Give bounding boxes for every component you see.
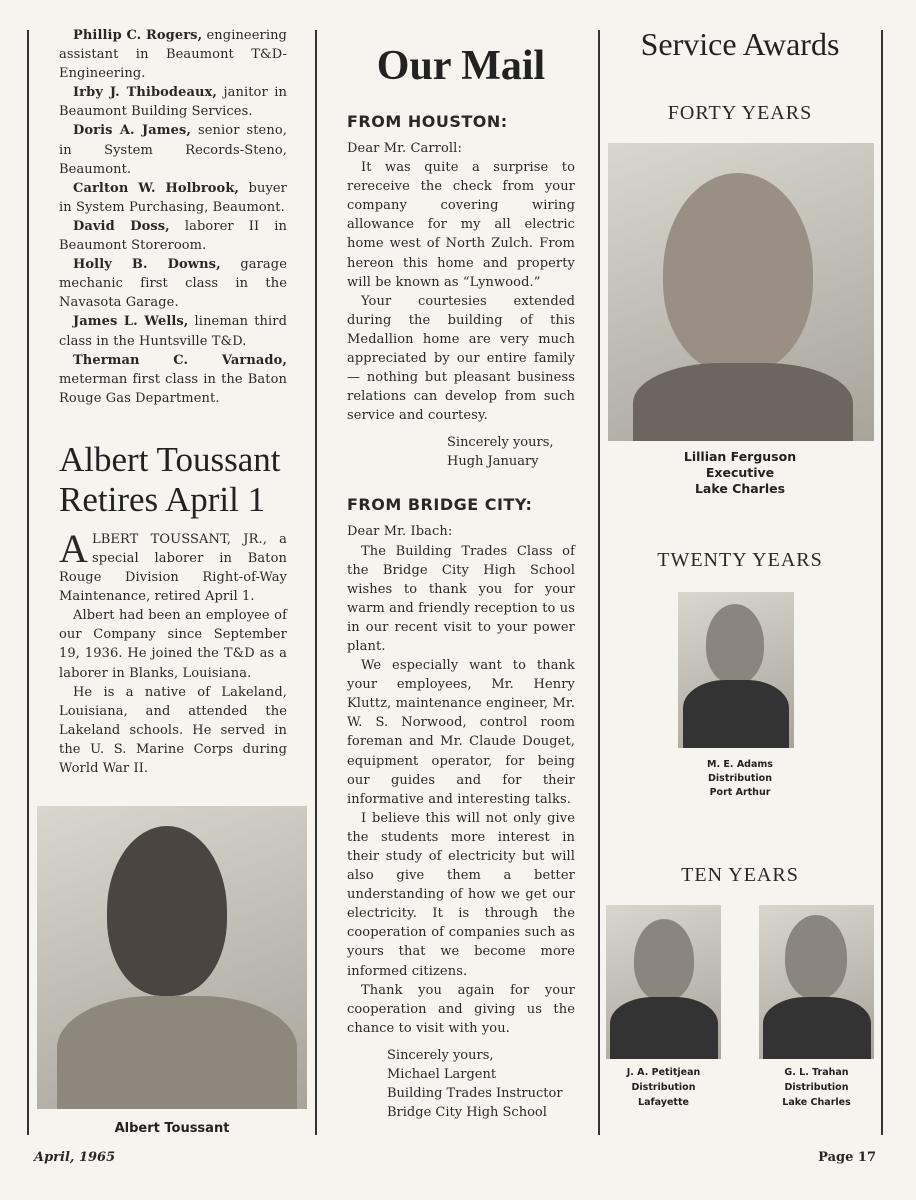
signature-block — [347, 433, 575, 471]
award-caption — [759, 1065, 874, 1110]
award-person — [606, 905, 721, 1110]
location: Lafayette — [638, 1097, 689, 1108]
paragraph: Albert had been an employee of our Company since September 19, 1936. He joined the T&D as a laborer in Blanks, Louisiana. — [59, 608, 287, 681]
promotion-item — [59, 26, 287, 83]
name: M. E. Adams — [707, 759, 773, 770]
paragraph — [59, 525, 287, 606]
location: Port Arthur — [709, 787, 771, 798]
left-column — [59, 26, 287, 778]
person-name: Holly B. Downs, — [73, 257, 221, 273]
person-name: Doris A. James, — [73, 123, 192, 139]
forty-years-heading: FORTY YEARS — [667, 102, 813, 124]
salutation: Dear Mr. Ibach: — [347, 524, 453, 540]
paragraph: Thank you again for your cooperation and giving us the chance to visit with you. — [347, 982, 575, 1036]
promotion-item — [59, 255, 287, 312]
person-name: James L. Wells, — [73, 314, 189, 330]
photo-caption: Albert Toussant — [114, 1121, 230, 1136]
ja-petitjean-photo — [606, 905, 721, 1059]
promotion-item — [59, 83, 287, 121]
promotion-item — [59, 179, 287, 217]
signer-school: Bridge City High School — [387, 1104, 547, 1120]
column-rule-2 — [598, 30, 600, 1135]
award-person — [759, 905, 874, 1110]
promotion-text: meterman first class in the Baton Rouge Gas Department. — [59, 371, 287, 406]
letter-heading: FROM HOUSTON: — [347, 112, 508, 131]
paragraph: It was quite a surprise to rereceive the check from your company covering wiring allowance for my all electric home west of North Zulch. From hereon this home and property will be known as “Lynwood.” — [347, 160, 575, 290]
award-caption — [606, 1065, 721, 1110]
title-line-1: Albert Toussant — [59, 439, 281, 479]
gl-trahan-photo — [759, 905, 874, 1059]
person-name: Irby J. Thibodeaux, — [73, 85, 218, 101]
lillian-ferguson-photo — [608, 143, 874, 441]
promotion-item — [59, 351, 287, 408]
name: J. A. Petitjean — [626, 1067, 701, 1078]
salutation: Dear Mr. Carroll: — [347, 141, 462, 156]
person-name: Carlton W. Holbrook, — [73, 180, 240, 196]
promotion-text: engineering assistant in Beaumont T&D-Engineering. — [59, 28, 287, 82]
signature: Michael Largent — [387, 1066, 497, 1082]
paragraph: He is a native of Lakeland, Louisiana, and attended the Lakeland schools. He served in the U. S. Marine Corps during World War II. — [59, 684, 287, 776]
article-title — [59, 440, 287, 520]
title-line-2: Retires April 1 — [59, 479, 266, 519]
person-name: Phillip C. Rogers, — [73, 28, 203, 43]
twenty-years-heading: TWENTY YEARS — [657, 549, 823, 571]
promotion-text: janitor in Beaumont Building Services. — [59, 85, 287, 120]
center-column — [347, 26, 575, 1122]
promotion-item — [59, 312, 287, 350]
paragraph: We especially want to thank your employees, Mr. Henry Kluttz, maintenance engineer, Mr. W. S. Norwood, control room foreman and Mr. Claude Douget, equipment operator, for being our guides and for their informative and interesting talks. — [347, 658, 575, 807]
closing: Sincerely yours, — [387, 1047, 494, 1063]
article-body — [59, 525, 287, 778]
closing: Sincerely yours, — [447, 435, 554, 451]
promotion-text: senior steno, in System Records-Steno, Beaumont. — [59, 123, 287, 177]
promotion-text: laborer II in Beaumont Storeroom. — [59, 218, 288, 254]
section-title: Our Mail — [376, 43, 546, 89]
promotion-text: buyer in System Purchasing, Beaumont. — [59, 180, 287, 215]
right-column — [606, 24, 874, 1110]
dept: Distribution — [708, 773, 772, 784]
dept: Executive — [705, 465, 775, 480]
paragraph: I believe this will not only give the students more interest in their study of electricity but will also give them a better understanding of how we get our electricity. It is through the cooperation of companies such as yours that we become more informed citizens. — [347, 810, 575, 979]
promotion-item — [59, 121, 287, 178]
text: LBERT TOUSSANT, JR., a special laborer in Baton Rouge Division Right-of-Way Maintenance, retired April 1. — [59, 531, 287, 605]
promotion-text: garage mechanic first class in the Navasota Garage. — [59, 257, 287, 311]
section-title: Service Awards — [640, 26, 840, 62]
person-name: David Doss, — [73, 218, 170, 234]
promotion-text: lineman third class in the Huntsville T&D. — [59, 314, 287, 349]
paragraph: The Building Trades Class of the Bridge City High School wishes to thank you for your warm and friendly reception to us in our recent visit to your power plant. — [347, 543, 575, 654]
column-rule-right — [881, 30, 883, 1135]
award-caption — [606, 758, 874, 800]
location: Lake Charles — [694, 481, 786, 496]
paragraph: Your courtesies extended during the building of this Medallion home are very much appreciated by our entire family — nothing but pleasant business relations can develop from such service and courtesy. — [347, 293, 575, 424]
name: G. L. Trahan — [784, 1067, 849, 1078]
albert-toussant-photo — [37, 806, 307, 1109]
footer-date: April, 1965 — [34, 1150, 116, 1165]
name: Lillian Ferguson — [683, 449, 797, 464]
award-caption — [606, 449, 874, 497]
person-name: Therman C. Varnado, — [73, 352, 287, 368]
dept: Distribution — [784, 1082, 849, 1093]
ten-years-heading: TEN YEARS — [681, 864, 799, 886]
column-rule-1 — [315, 30, 317, 1135]
location: Lake Charles — [782, 1097, 851, 1108]
signature-block — [347, 1046, 575, 1122]
dept: Distribution — [631, 1082, 696, 1093]
signer-title: Building Trades Instructor — [387, 1085, 563, 1101]
ten-years-row — [606, 905, 874, 1110]
column-rule-left — [27, 30, 29, 1135]
promotions-list — [59, 26, 287, 408]
drop-cap: A — [59, 525, 88, 571]
letter-heading: FROM BRIDGE CITY: — [347, 495, 533, 515]
page-number: Page 17 — [818, 1150, 876, 1165]
me-adams-photo — [678, 592, 794, 748]
promotion-item — [59, 217, 287, 255]
signature: Hugh January — [447, 454, 539, 470]
